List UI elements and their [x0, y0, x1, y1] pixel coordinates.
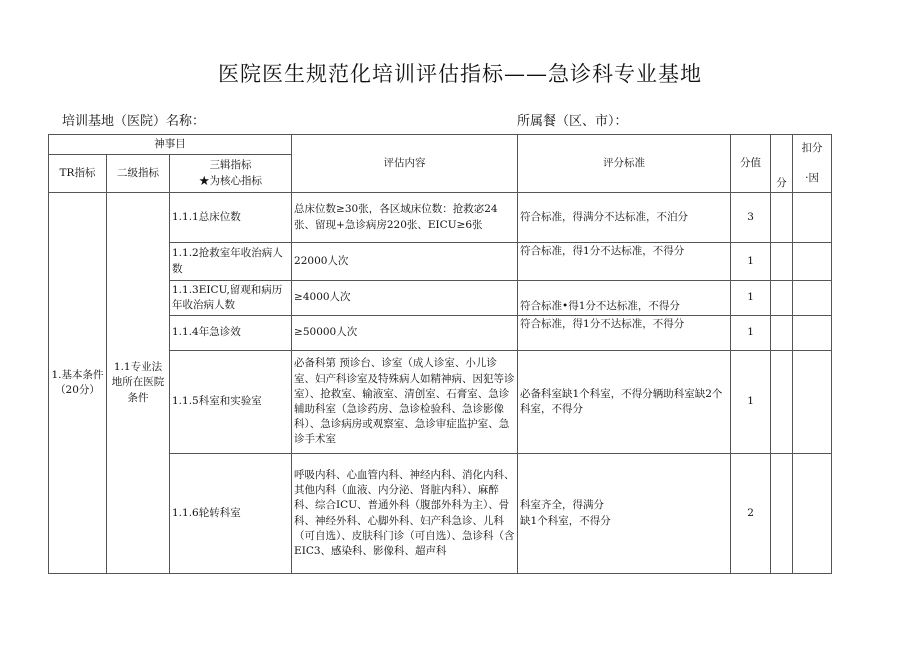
level3-cell: 1.1.3EICU,留观和病历年收治病人数	[170, 281, 292, 316]
got-cell	[771, 193, 793, 243]
header-deduct	[793, 135, 832, 193]
level3-cell: 1.1.6轮转科室	[170, 454, 292, 574]
got-cell	[771, 454, 793, 574]
score-cell: 1	[731, 351, 771, 454]
deduct-cell	[793, 243, 832, 281]
header-level2: 二级指标	[107, 155, 170, 193]
deduct-cell	[793, 316, 832, 351]
content-cell: ≥50000人次	[292, 316, 518, 351]
header-score: 分值	[731, 135, 771, 193]
content-cell: ≥4000人次	[292, 281, 518, 316]
header-standard: 评分标准	[518, 135, 731, 193]
header-deduct-label: 扣分	[801, 141, 823, 154]
content-cell: 总床位数≥30张，各区域床位数：抢救宓24张、留现+急诊病房220张、EICU≥6张	[292, 193, 518, 243]
header-got: 分	[771, 135, 793, 193]
deduct-cell	[793, 351, 832, 454]
score-cell: 2	[731, 454, 771, 574]
header-level3-label: 三辑指标	[209, 159, 252, 172]
standard-cell: 符合标准，得1分不达标准，不得分	[518, 316, 731, 351]
deduct-cell	[793, 281, 832, 316]
page-title: 医院医生规范化培训评估指标——急诊科专业基地	[218, 62, 702, 86]
standard-cell: 符合标准，得满分不达标准，不泊分	[518, 193, 731, 243]
level3-cell: 1.1.4年急诊效	[170, 316, 292, 351]
evaluation-table	[48, 134, 832, 574]
header-content: 评估内容	[292, 135, 518, 193]
score-cell: 1	[731, 316, 771, 351]
standard-cell: 符合标准•得1分不达标准，不得分	[518, 281, 731, 316]
score-cell: 3	[731, 193, 771, 243]
standard-cell: 符合标准，得1分不达标准，不得分	[518, 243, 731, 281]
header-level3-note: ★为核心指标	[199, 174, 263, 187]
deduct-cell	[793, 193, 832, 243]
level3-cell: 1.1.5科室和实验室	[170, 351, 292, 454]
level2-cell: 1.1专业法地所在医院条件	[107, 193, 170, 574]
got-cell	[771, 316, 793, 351]
got-cell	[771, 243, 793, 281]
header-level1: TR指标	[49, 155, 107, 193]
standard-cell: 科室齐全，得满分 缺1个科室，不得分	[518, 454, 731, 574]
got-cell	[771, 281, 793, 316]
deduct-cell	[793, 454, 832, 574]
content-cell: 必备科第 预诊台、诊室（成人诊室、小儿诊室、妇产科诊室及特殊病人如精神病、因犯等诊室）、抢救室、输液室、清创室、石膏室、急诊辅助科室（急诊药房、急诊检验科、急诊影像科）、急诊病房或观察室、急诊审症监护室、急诊手术室	[292, 351, 518, 454]
standard-cell: 必备科室缺1个科室，不得分辆助科室缺2个科室，不得分	[518, 351, 731, 454]
level1-cell: 1.基本条件（20分）	[49, 193, 107, 574]
score-cell: 1	[731, 281, 771, 316]
header-indicator-group: 神事目	[49, 135, 292, 155]
score-cell: 1	[731, 243, 771, 281]
level3-cell: 1.1.2抢救室年收治病人数	[170, 243, 292, 281]
content-cell: 22000人次	[292, 243, 518, 281]
header-level3	[170, 155, 292, 193]
training-base-label: 培训基地（医院）名称：	[62, 114, 206, 129]
got-cell	[771, 351, 793, 454]
content-cell: 呼吸内科、心血管内科、神经内科、消化内科、其他内科（血液、内分泌、肾脏内科）、麻醉科、综合ICU、普通外科（腹部外科为主）、骨科、神经外科、心脚外科、妇产科急诊、儿科（可自选）、皮肤科门诊（可自选）、急诊科（含EIC3、感染科、影像科、超声科	[292, 454, 518, 574]
level3-cell: 1.1.1总床位数	[170, 193, 292, 243]
header-reason-label: ·因	[805, 172, 819, 185]
region-label: 所属餐（区、市）：	[517, 114, 628, 129]
